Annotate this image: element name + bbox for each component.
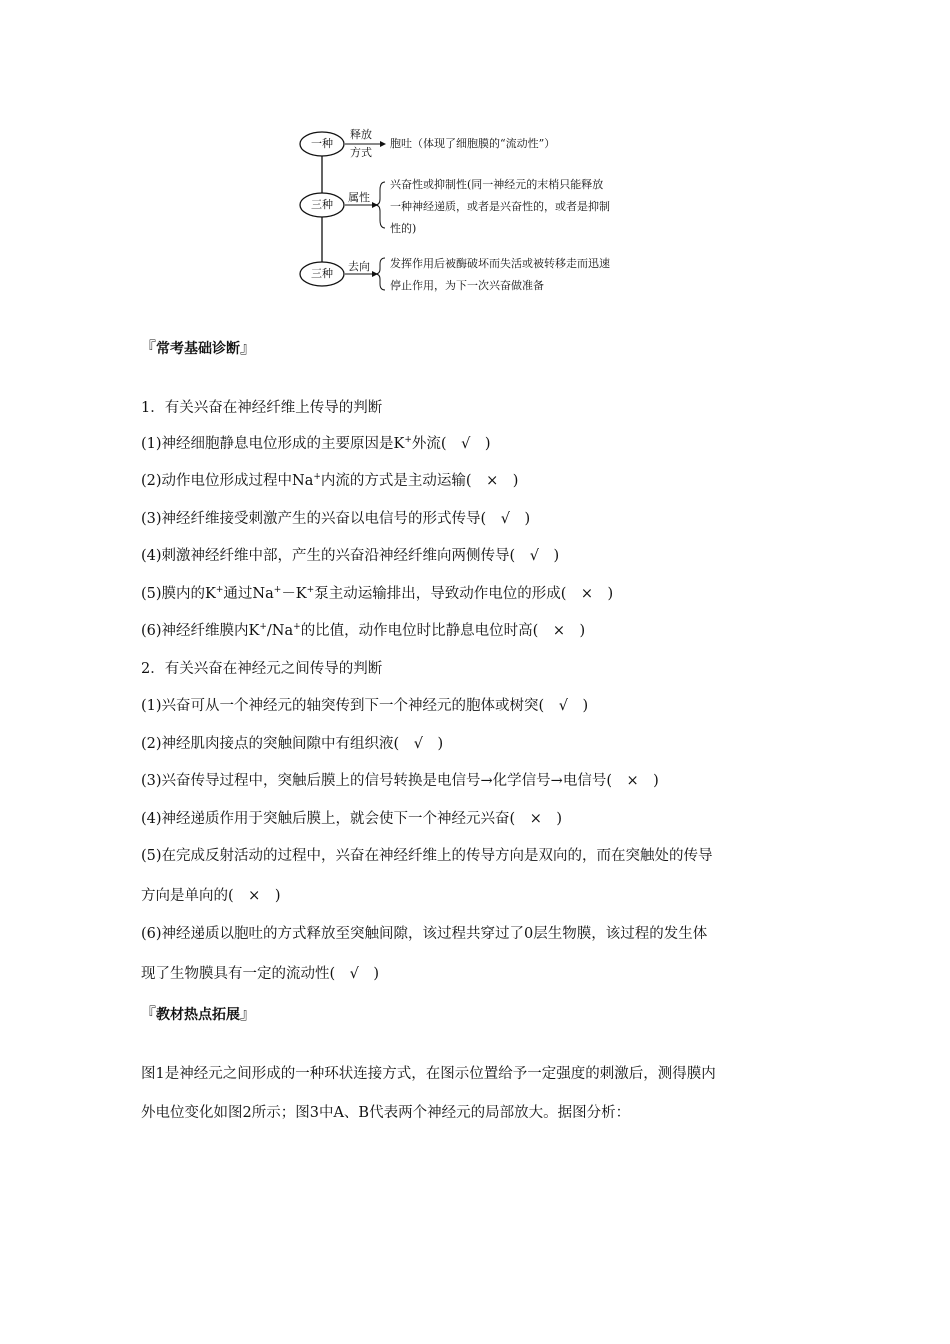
item-text: )	[509, 511, 531, 527]
desc-destination-1: 发挥作用后被酶破坏而失活或被转移走而迅速	[390, 257, 610, 270]
desc-property-3: 性的)	[390, 222, 417, 235]
answer-mark: ×	[580, 586, 594, 602]
bracket-close: 』	[240, 1004, 257, 1023]
list-item-line: (6)神经递质以胞吐的方式释放至突触间隙，该过程共穿过了0层生物膜，该过程的发生体	[141, 926, 708, 942]
superscript: +	[306, 585, 315, 595]
item-text: )	[541, 811, 563, 827]
paragraph-line: 图1是神经元之间形成的一种环状连接方式，在图示位置给予一定强度的刺激后，测得膜内	[141, 1066, 716, 1082]
item-text: 现了生物膜具有一定的流动性(	[141, 966, 350, 982]
paragraph-line: 外电位变化如图2所示；图3中A、B代表两个神经元的局部放大。据图分析：	[141, 1105, 631, 1121]
item-text: 通过Na	[223, 586, 274, 602]
answer-mark: ×	[552, 623, 565, 639]
answer-mark: √	[461, 436, 471, 452]
answer-mark: √	[413, 736, 423, 752]
superscript: +	[313, 472, 321, 482]
superscript: +	[215, 585, 224, 595]
section-header-basic	[140, 335, 256, 358]
answer-mark: √	[529, 548, 539, 564]
item-text: (1)神经细胞静息电位形成的主要原因是K	[141, 436, 405, 452]
list-item	[141, 584, 613, 604]
item-text: (1)兴奋可从一个神经元的轴突传到下一个神经元的胞体或树突(	[141, 698, 559, 714]
item-text: /Na	[266, 623, 294, 639]
answer-mark: ×	[626, 773, 639, 789]
desc-property-1: 兴奋性或抑制性(同一神经元的末梢只能释放	[390, 178, 604, 191]
question-title: 2．有关兴奋在神经元之间传导的判断	[141, 661, 383, 677]
list-item	[141, 964, 379, 984]
item-text: 外流(	[411, 436, 462, 452]
answer-mark: √	[558, 698, 568, 714]
list-item-line: (5)在完成反射活动的过程中，兴奋在神经纤维上的传导方向是双向的，而在突触处的传导	[141, 848, 713, 864]
item-text: (3)神经纤维接受刺激产生的兴奋以电信号的形式传导(	[141, 511, 501, 527]
bracket-open: 『	[140, 1004, 157, 1023]
item-text: )	[538, 548, 560, 564]
superscript: +	[293, 622, 301, 632]
item-text: (2)动作电位形成过程中Na	[141, 473, 314, 489]
list-item	[141, 809, 562, 829]
item-text: )	[567, 698, 589, 714]
item-text: )	[260, 888, 281, 904]
item-text: －K	[281, 586, 307, 602]
concept-diagram	[298, 122, 678, 298]
node-three-a: 三种	[311, 198, 333, 211]
item-text: (4)神经递质作用于突触后膜上，就会使下一个神经元兴奋(	[141, 811, 530, 827]
list-item	[141, 771, 659, 791]
superscript: +	[404, 435, 412, 445]
edge-label-property: 属性	[348, 191, 370, 204]
item-text: 内流的方式是主动运输(	[320, 473, 487, 489]
superscript: +	[259, 622, 267, 632]
edge-label-destination: 去向	[348, 260, 370, 273]
node-three-b: 三种	[311, 267, 333, 280]
list-item	[141, 734, 443, 754]
answer-mark: √	[349, 966, 359, 982]
section-title: 教材热点拓展	[156, 1007, 241, 1023]
item-text: (2)神经肌肉接点的突触间隙中有组织液(	[141, 736, 414, 752]
list-item	[141, 434, 491, 454]
item-text: )	[358, 966, 380, 982]
item-text: (5)膜内的K	[141, 586, 216, 602]
desc-exocytosis: 胞吐（体现了细胞膜的“流动性”）	[390, 137, 556, 150]
list-item	[141, 621, 585, 641]
item-text: )	[565, 623, 586, 639]
list-item	[141, 696, 588, 716]
desc-property-2: 一种神经递质，或者是兴奋性的，或者是抑制	[390, 200, 610, 213]
list-item	[141, 509, 530, 529]
bracket-open: 『	[140, 338, 157, 357]
item-text: 方向是单向的(	[141, 888, 249, 904]
item-text: (6)神经纤维膜内K	[141, 623, 260, 639]
edge-label-method: 方式	[350, 146, 372, 159]
item-text: (4)刺激神经纤维中部，产生的兴奋沿神经纤维向两侧传导(	[141, 548, 530, 564]
answer-mark: √	[500, 511, 510, 527]
item-text: )	[638, 773, 659, 789]
edge-label-release: 释放	[350, 128, 372, 141]
bracket-close: 』	[240, 338, 257, 357]
section-header-textbook	[140, 1001, 256, 1024]
item-text: 泵主动运输排出，导致动作电位的形成(	[314, 586, 581, 602]
answer-mark: ×	[248, 888, 261, 904]
item-text: )	[593, 586, 614, 602]
section-title: 常考基础诊断	[156, 341, 241, 357]
answer-mark: ×	[529, 811, 542, 827]
list-item	[141, 471, 518, 491]
answer-mark: ×	[486, 473, 499, 489]
node-one: 一种	[311, 137, 333, 150]
question-title: 1．有关兴奋在神经纤维上传导的判断	[141, 400, 383, 416]
list-item	[141, 886, 281, 906]
desc-destination-2: 停止作用，为下一次兴奋做准备	[390, 279, 544, 292]
item-text: )	[498, 473, 519, 489]
item-text: 的比值，动作电位时比静息电位时高(	[300, 623, 553, 639]
item-text: )	[422, 736, 444, 752]
item-text: )	[470, 436, 491, 452]
list-item	[141, 546, 559, 566]
item-text: (3)兴奋传导过程中，突触后膜上的信号转换是电信号→化学信号→电信号(	[141, 773, 627, 789]
superscript: +	[273, 585, 282, 595]
